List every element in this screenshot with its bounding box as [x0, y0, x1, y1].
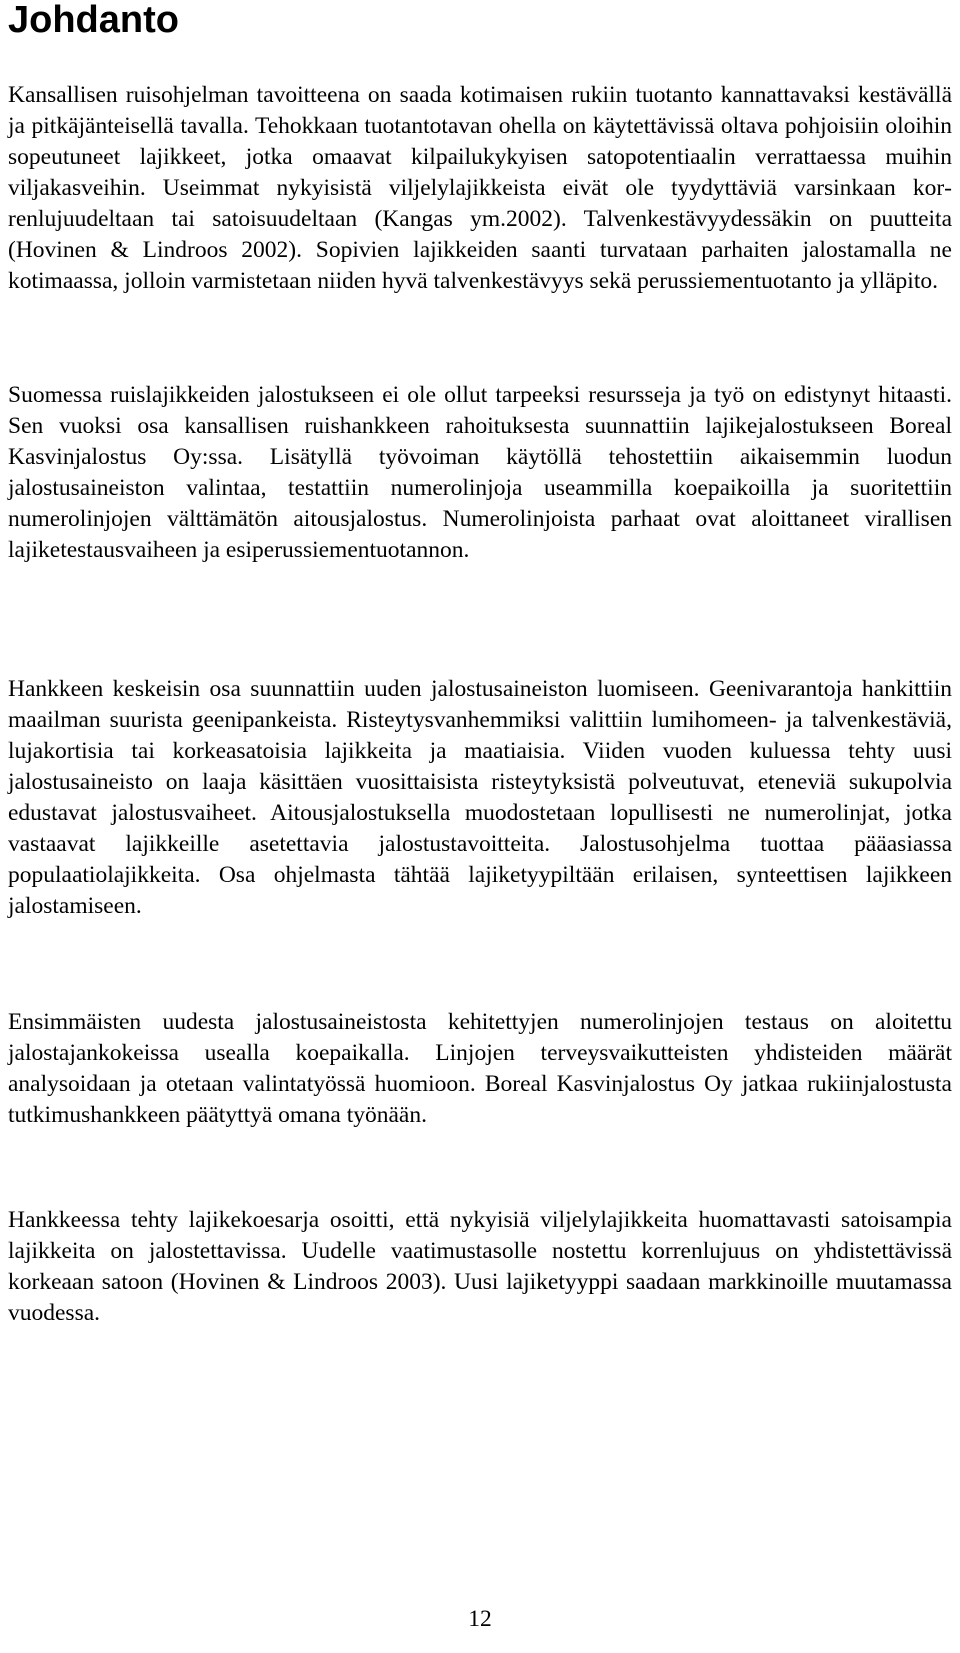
paragraph-1: Kansallisen ruisohjelman tavoitteena on saada kotimaisen rukiin tuotanto kannattavaksi kestävällä ja pitkäjänteisellä tavalla. Tehokkaan tuotantotavan ohella on käytettävissä oltava pohjoisiin oloihin sopeutuneet lajikkeet, jotka omaavat kilpailukykyisen satopotentiaalin verrattaessa muihin viljakasveihin. Useimmat nykyisistä viljelylajikkeista eivät ole tyydyttäviä varsinkaan korrenlujuudeltaan tai satoisuudeltaan (Kangas ym.2002). Talvenkestävyydessäkin on puutteita (Hovinen & Lindroos 2002). Sopivien lajikkeiden saanti turvataan parhaiten jalostamalla ne kotimaassa, jolloin varmistetaan niiden hyvä talvenkestävyys sekä perussiementuotanto ja ylläpito.	[8, 82, 952, 294]
page-title: Johdanto	[8, 0, 179, 41]
paragraph-5: Hankkeessa tehty lajikekoesarja osoitti, että nykyisiä viljelylajikkeita huomattavasti satoisampia lajikkeita on jalostettavissa. Uudelle vaatimustasolle nostettu korrenlujuus on yhdistettävissä korkeaan satoon (Hovinen & Lindroos 2003). Uusi lajiketyyppi saadaan markkinoille muutamassa vuodessa.	[8, 1207, 952, 1326]
page-number: 12	[468, 1606, 492, 1632]
paragraph-3: Hankkeen keskeisin osa suunnattiin uuden jalostusaineiston luomiseen. Geenivarantoja hankittiin maailman suurista geenipankeista. Risteytysvanhemmiksi valittiin lumihomeen- ja talvenkestäviä, lujakortisia tai korkeasatoisia lajikkeita ja maatiaisia. Viiden vuoden kuluessa tehty uusi jalostusaineisto on laaja käsittäen vuosittaisista risteytyksistä polveutuvat, eteneviä sukupolvia edustavat jalostusvaiheet. Aitousjalostuksella muodostetaan lopullisesti ne numerolinjat, jotka vastaavat lajikkeille asetettavia jalostustavoitteita. Jalostusohjelma tuottaa pääasiassa populaatiolajikkeita. Osa ohjelmasta tähtää lajiketyypiltään erilaisen, synteettisen lajikkeen jalostamiseen.	[8, 676, 952, 919]
document-page	[8, 0, 952, 1632]
paragraph-2: Suomessa ruislajikkeiden jalostukseen ei ole ollut tarpeeksi resursseja ja työ on edistynyt hitaasti. Sen vuoksi osa kansallisen ruishankkeen rahoituksesta suunnattiin lajikejalostukseen Boreal Kasvinjalostus Oy:ssa. Lisätyllä työvoiman käytöllä tehostettiin aikaisemmin luodun jalostusaineiston valintaa, testattiin numerolinjoja useammilla koepaikoilla ja suoritettiin numerolinjojen välttämätön aitousjalostus. Numerolinjoista parhaat ovat aloittaneet virallisen lajiketestausvaiheen ja esiperussiementuotannon.	[8, 382, 952, 563]
paragraph-4: Ensimmäisten uudesta jalostusaineistosta kehitettyjen numerolinjojen testaus on aloitettu jalostajankokeissa usealla koepaikalla. Linjojen terveysvaikutteisten yhdisteiden määrät analysoidaan ja otetaan valintatyössä huomioon. Boreal Kasvinjalostus Oy jatkaa rukiinjalostusta tutkimushankkeen päätyttyä omana työnään.	[8, 1009, 952, 1128]
